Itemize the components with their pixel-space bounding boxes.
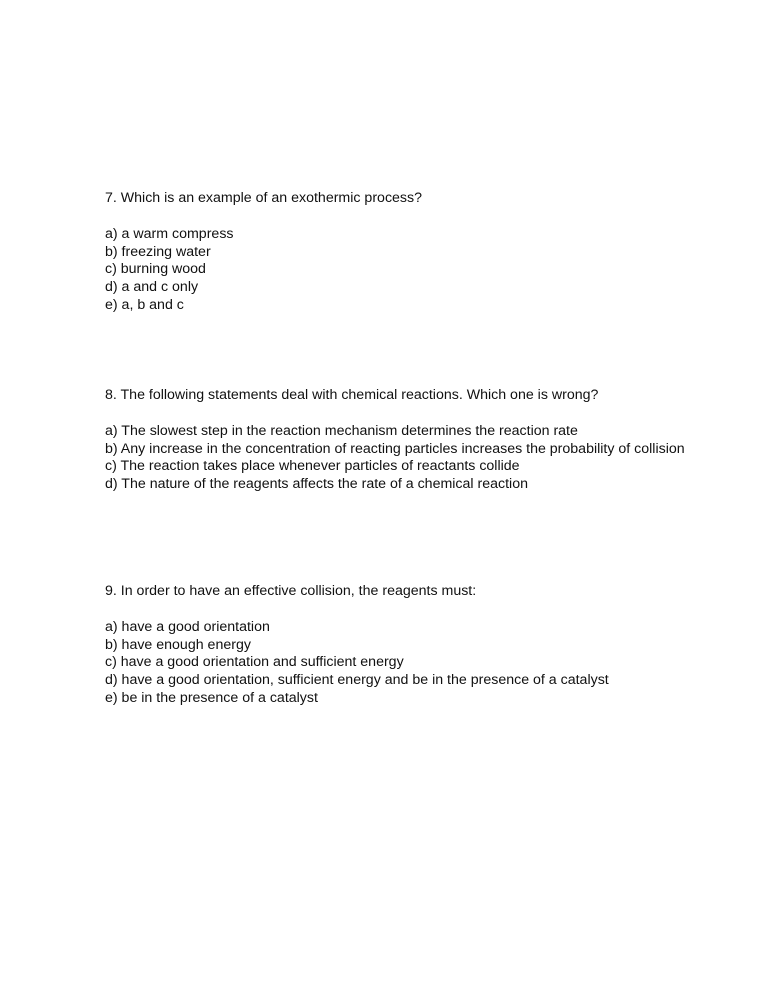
answer-option: d) a and c only <box>105 279 199 296</box>
answer-option: a) have a good orientation <box>105 618 270 635</box>
question-9 <box>105 583 685 708</box>
answer-option: d) have a good orientation, sufficient energy and be in the presence of a catalyst <box>105 672 609 689</box>
answer-option: c) burning wood <box>105 261 206 278</box>
answer-option: b) Any increase in the concentration of reacting particles increases the probability of collision <box>105 440 685 457</box>
answer-option: b) have enough energy <box>105 636 251 653</box>
question-stem: 8. The following statements deal with chemical reactions. Which one is wrong? <box>105 387 599 403</box>
answer-options <box>105 423 685 494</box>
answer-options <box>105 619 685 708</box>
question-stem: 7. Which is an example of an exothermic process? <box>105 190 423 206</box>
answer-options <box>105 226 685 315</box>
question-7 <box>105 190 685 315</box>
answer-option: a) The slowest step in the reaction mechanism determines the reaction rate <box>105 422 578 439</box>
answer-option: a) a warm compress <box>105 225 234 242</box>
question-stem: 9. In order to have an effective collision, the reagents must: <box>105 583 477 599</box>
answer-option: d) The nature of the reagents affects the rate of a chemical reaction <box>105 476 528 493</box>
answer-option: b) freezing water <box>105 243 211 260</box>
answer-option: c) The reaction takes place whenever particles of reactants collide <box>105 458 520 475</box>
question-8 <box>105 387 685 494</box>
answer-option: e) be in the presence of a catalyst <box>105 689 318 706</box>
answer-option: e) a, b and c <box>105 296 184 313</box>
answer-option: c) have a good orientation and sufficient energy <box>105 654 404 671</box>
